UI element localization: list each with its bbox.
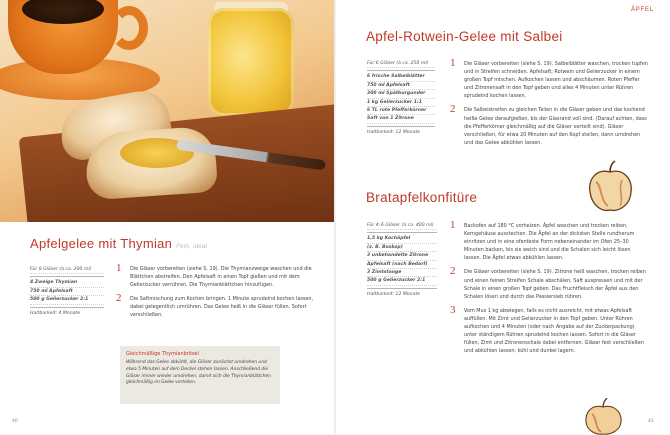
ingredient-item: 750 ml Apfelsaft (30, 288, 104, 296)
ingredient-list (367, 60, 435, 136)
jelly-jar (208, 8, 294, 116)
ingredient-item: 1,5 kg Kochäpfel (367, 235, 437, 243)
ingredient-item: 300 ml Spätburgunder (367, 90, 435, 98)
tip-text: Während das Gelee abkühlt, die Gläser zunächst umdrehen und etwa 5 Minuten auf dem Deckel stehen lassen. Anschließend die Gläser immer wieder umdrehen, damit sich die Thymianblättchen gleichmäßig im Gelee verteilen. (126, 360, 271, 386)
page-number: 40 (12, 419, 18, 424)
step: 3 Vom Mus 1 kg abwiegen, falls es nicht ausreicht, mit etwas Apfelsaft auffüllen. Mit Zimt und Gelierzucker in den Topf geben. Unter Rühren aufkochen und 4 Minuten (oder nach Angabe auf der Zuckerpackung) unter ständigem Rühren sprudelnd kochen lassen. Sofort in die Gläser füllen, Zimt und Zitronenschale dabei entfernen. Gläser fest verschließen und abkühlen lassen; kühl und dunkel lagern. (450, 303, 644, 355)
step-number: 1 (450, 57, 456, 69)
ingredient-header: Für 4–6 Gläser (à ca. 400 ml) (367, 222, 437, 230)
recipe-title: Apfel-Rotwein-Gelee mit Salbei (366, 29, 563, 44)
ingredient-item: 1 kg Gelierzucker 1:1 (367, 99, 435, 107)
ingredient-item: Apfelsaft (nach Bedarf) (367, 261, 437, 269)
recipe-title: Bratapfelkonfitüre (366, 190, 478, 205)
ingredient-item: Saft von 1 Zitrone (367, 115, 435, 123)
step-number: 2 (116, 292, 122, 305)
steps (450, 57, 648, 153)
shelf-life: Haltbarkeit: 12 Monate (367, 129, 420, 135)
step: 2 Die Salbeistreifen zu gleichen Teilen in die Gläser geben und das kochend heiße Gelee daraufgießen, bis der Glasrand voll sind. (Darauf achten, dass die Pfefferkörner gleichmäßig auf die Gläser verteilt sind). Gläser verschließen, für etwa 20 Minuten auf den Kopf stellen, dann umdrehen und das Gelee abkühlen lassen. (450, 103, 647, 146)
cup-handle (110, 6, 148, 50)
gutter (334, 0, 336, 435)
recipe-photo (0, 0, 336, 222)
ingredient-item: 6 TL rote Pfefferkörner (367, 107, 435, 115)
shelf-life: Haltbarkeit: 12 Monate (367, 291, 420, 297)
apple-illustration-small (580, 398, 626, 435)
ingredient-item: 3 Zimtstange (367, 269, 437, 277)
ingredient-item: 6 frische Salbeiblätter (367, 73, 435, 81)
step-number: 3 (450, 303, 456, 316)
divider (30, 276, 104, 277)
page-number: 41 (648, 419, 654, 424)
ingredient-header: Für 6 Gläser (à ca. 250 ml) (367, 60, 435, 68)
divider (367, 232, 437, 233)
step-number: 2 (450, 103, 456, 116)
step: 1 Die Gläser vorbereiten (siehe S. 19). Die Thymianzweige waschen und die Blättchen abstreifen. Den Apfelsaft in einen Topf gießen und mit dem Gelierzucker verrühren. Die Thymianblättchen hinzufügen. (116, 262, 312, 289)
step-number: 1 (450, 219, 456, 231)
divider (30, 307, 104, 308)
step: 2 Die Gläser vorbereiten (siehe S. 19). Zitrone heiß waschen, trocken reiben und einen feinen Streifen Schale abschälen, Saft auspressen und mit der Schale in einen großen Topf geben. Das Fruchtfleisch der Äpfel aus den Schalen lösen und durch das Passiersieb rühren. (450, 265, 646, 300)
divider (367, 70, 435, 71)
recipe-subtitle: Fein, ideal (176, 244, 208, 250)
ingredient-list (30, 266, 104, 317)
divider (367, 288, 437, 289)
section-label: ÄPFEL (630, 7, 654, 13)
step: 2 Die Saftmischung zum Kochen bringen. 1 Minute sprudelnd kochen lassen, dabei gelegentlich umrühren. Das Gelee heiß in die Gläser füllen. Sofort verschließen. (116, 292, 314, 319)
ingredient-header: Für 8 Gläser (à ca. 200 ml) (30, 266, 104, 274)
ingredient-item: 500 g Gelierzucker 2:1 (367, 277, 437, 285)
ingredient-item: (z. B. Boskop) (367, 244, 437, 252)
steps (450, 219, 648, 361)
ingredient-item: 500 g Gelierzucker 2:1 (30, 296, 104, 304)
apple-illustration (582, 160, 638, 216)
step-number: 1 (116, 262, 122, 274)
steps (116, 262, 316, 326)
step-number: 2 (450, 265, 456, 278)
step: 1 Backofen auf 180 °C vorheizen. Äpfel waschen und trocken reiben, Kerngehäuse ausstechen. Die Äpfel an der dicksten Stelle rundherum einritzen und in eine ofenfeste Form nebeneinander im Ofen 25–30 Minuten backen, bis sie weich sind und die Schalen sich leicht lösen lassen. Die Äpfel etwas abkühlen lassen. (450, 219, 635, 262)
ingredient-item: 3 unbehandelte Zitrone (367, 252, 437, 260)
shelf-life: Haltbarkeit: 4 Monate (30, 310, 81, 316)
ingredient-item: 750 ml Apfelsaft (367, 82, 435, 90)
ingredient-list (367, 222, 437, 298)
tip-box (120, 346, 280, 404)
ingredient-item: 4 Zweige Thymian (30, 279, 104, 287)
tip-heading: Gleichmäßige Thymianbrösel (126, 351, 199, 357)
divider (367, 126, 435, 127)
recipe-title: Apfelgelee mit Thymian Fein, ideal (30, 236, 208, 251)
step: 1 Die Gläser vorbereiten (siehe S. 19). Salbeiblätter waschen, trocken tupfen und in Streifen schneiden. Apfelsaft, Rotwein und Gelierzucker in einem großen Topf mischen. Aufkochen lassen und abschäumen. Roten Pfeffer und Zitronensaft in den Topf geben und alles 4 Minuten unter Rühren sprudelnd kochen lassen. (450, 57, 648, 100)
